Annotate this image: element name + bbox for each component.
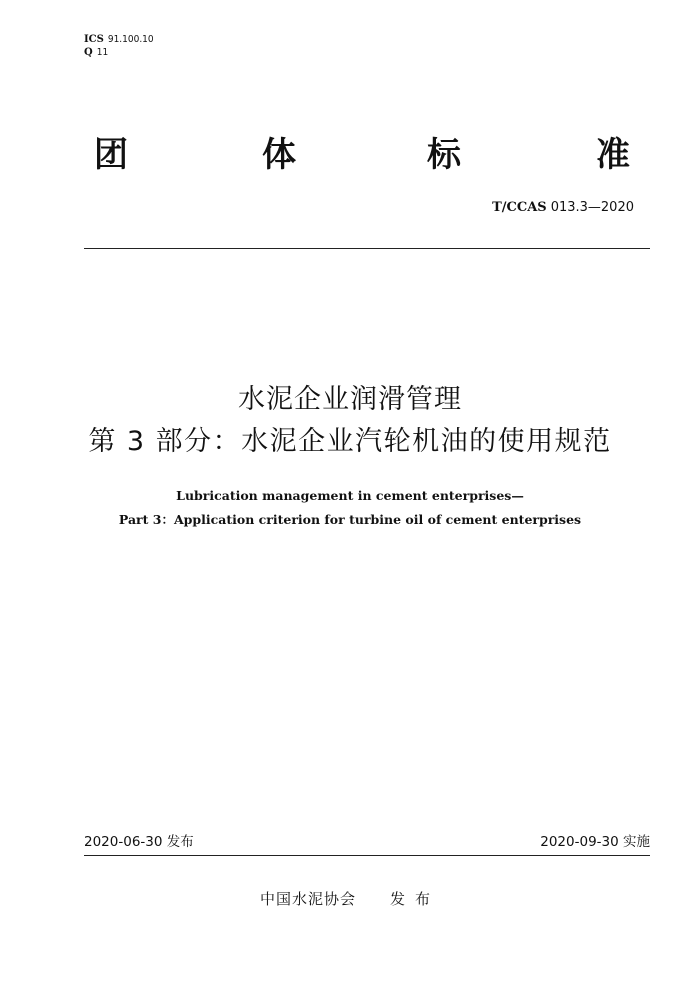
standard-type-heading bbox=[90, 130, 650, 180]
publisher-line bbox=[0, 888, 700, 910]
top-divider bbox=[84, 248, 650, 249]
title-cn-line-2: 第 3 部分：水泥企业汽轮机油的使用规范 bbox=[88, 426, 612, 457]
standard-type-char-1: 团 bbox=[94, 135, 128, 175]
bottom-divider bbox=[84, 855, 650, 856]
publisher-action: 发布 bbox=[390, 890, 441, 908]
ccs-code: 11 bbox=[96, 47, 109, 58]
ics-code: 91.100.10 bbox=[107, 34, 154, 45]
publisher-organization: 中国水泥协会 bbox=[259, 890, 356, 908]
title-en-line-2: Part 3：Application criterion for turbine oil of cement enterprises bbox=[118, 512, 582, 527]
standard-type-char-2: 体 bbox=[262, 135, 296, 175]
implementation-date: 2020-09-30 实施 bbox=[540, 834, 650, 850]
classification-codes bbox=[84, 33, 154, 59]
title-cn-line-1: 水泥企业润滑管理 bbox=[238, 384, 462, 415]
standard-number bbox=[492, 200, 634, 215]
ccs-label: Q bbox=[84, 47, 93, 58]
title-en-line-1: Lubrication management in cement enterprises— bbox=[176, 488, 524, 503]
ccs-row bbox=[84, 46, 154, 59]
issue-date: 2020-06-30 发布 bbox=[84, 834, 194, 850]
standard-number-code: 013.3—2020 bbox=[550, 200, 634, 215]
ics-row bbox=[84, 33, 154, 46]
standard-type-char-3: 标 bbox=[427, 135, 461, 175]
standard-type-char-4: 准 bbox=[596, 135, 630, 175]
standard-number-prefix: T/CCAS bbox=[492, 200, 547, 215]
ics-label: ICS bbox=[84, 34, 104, 45]
